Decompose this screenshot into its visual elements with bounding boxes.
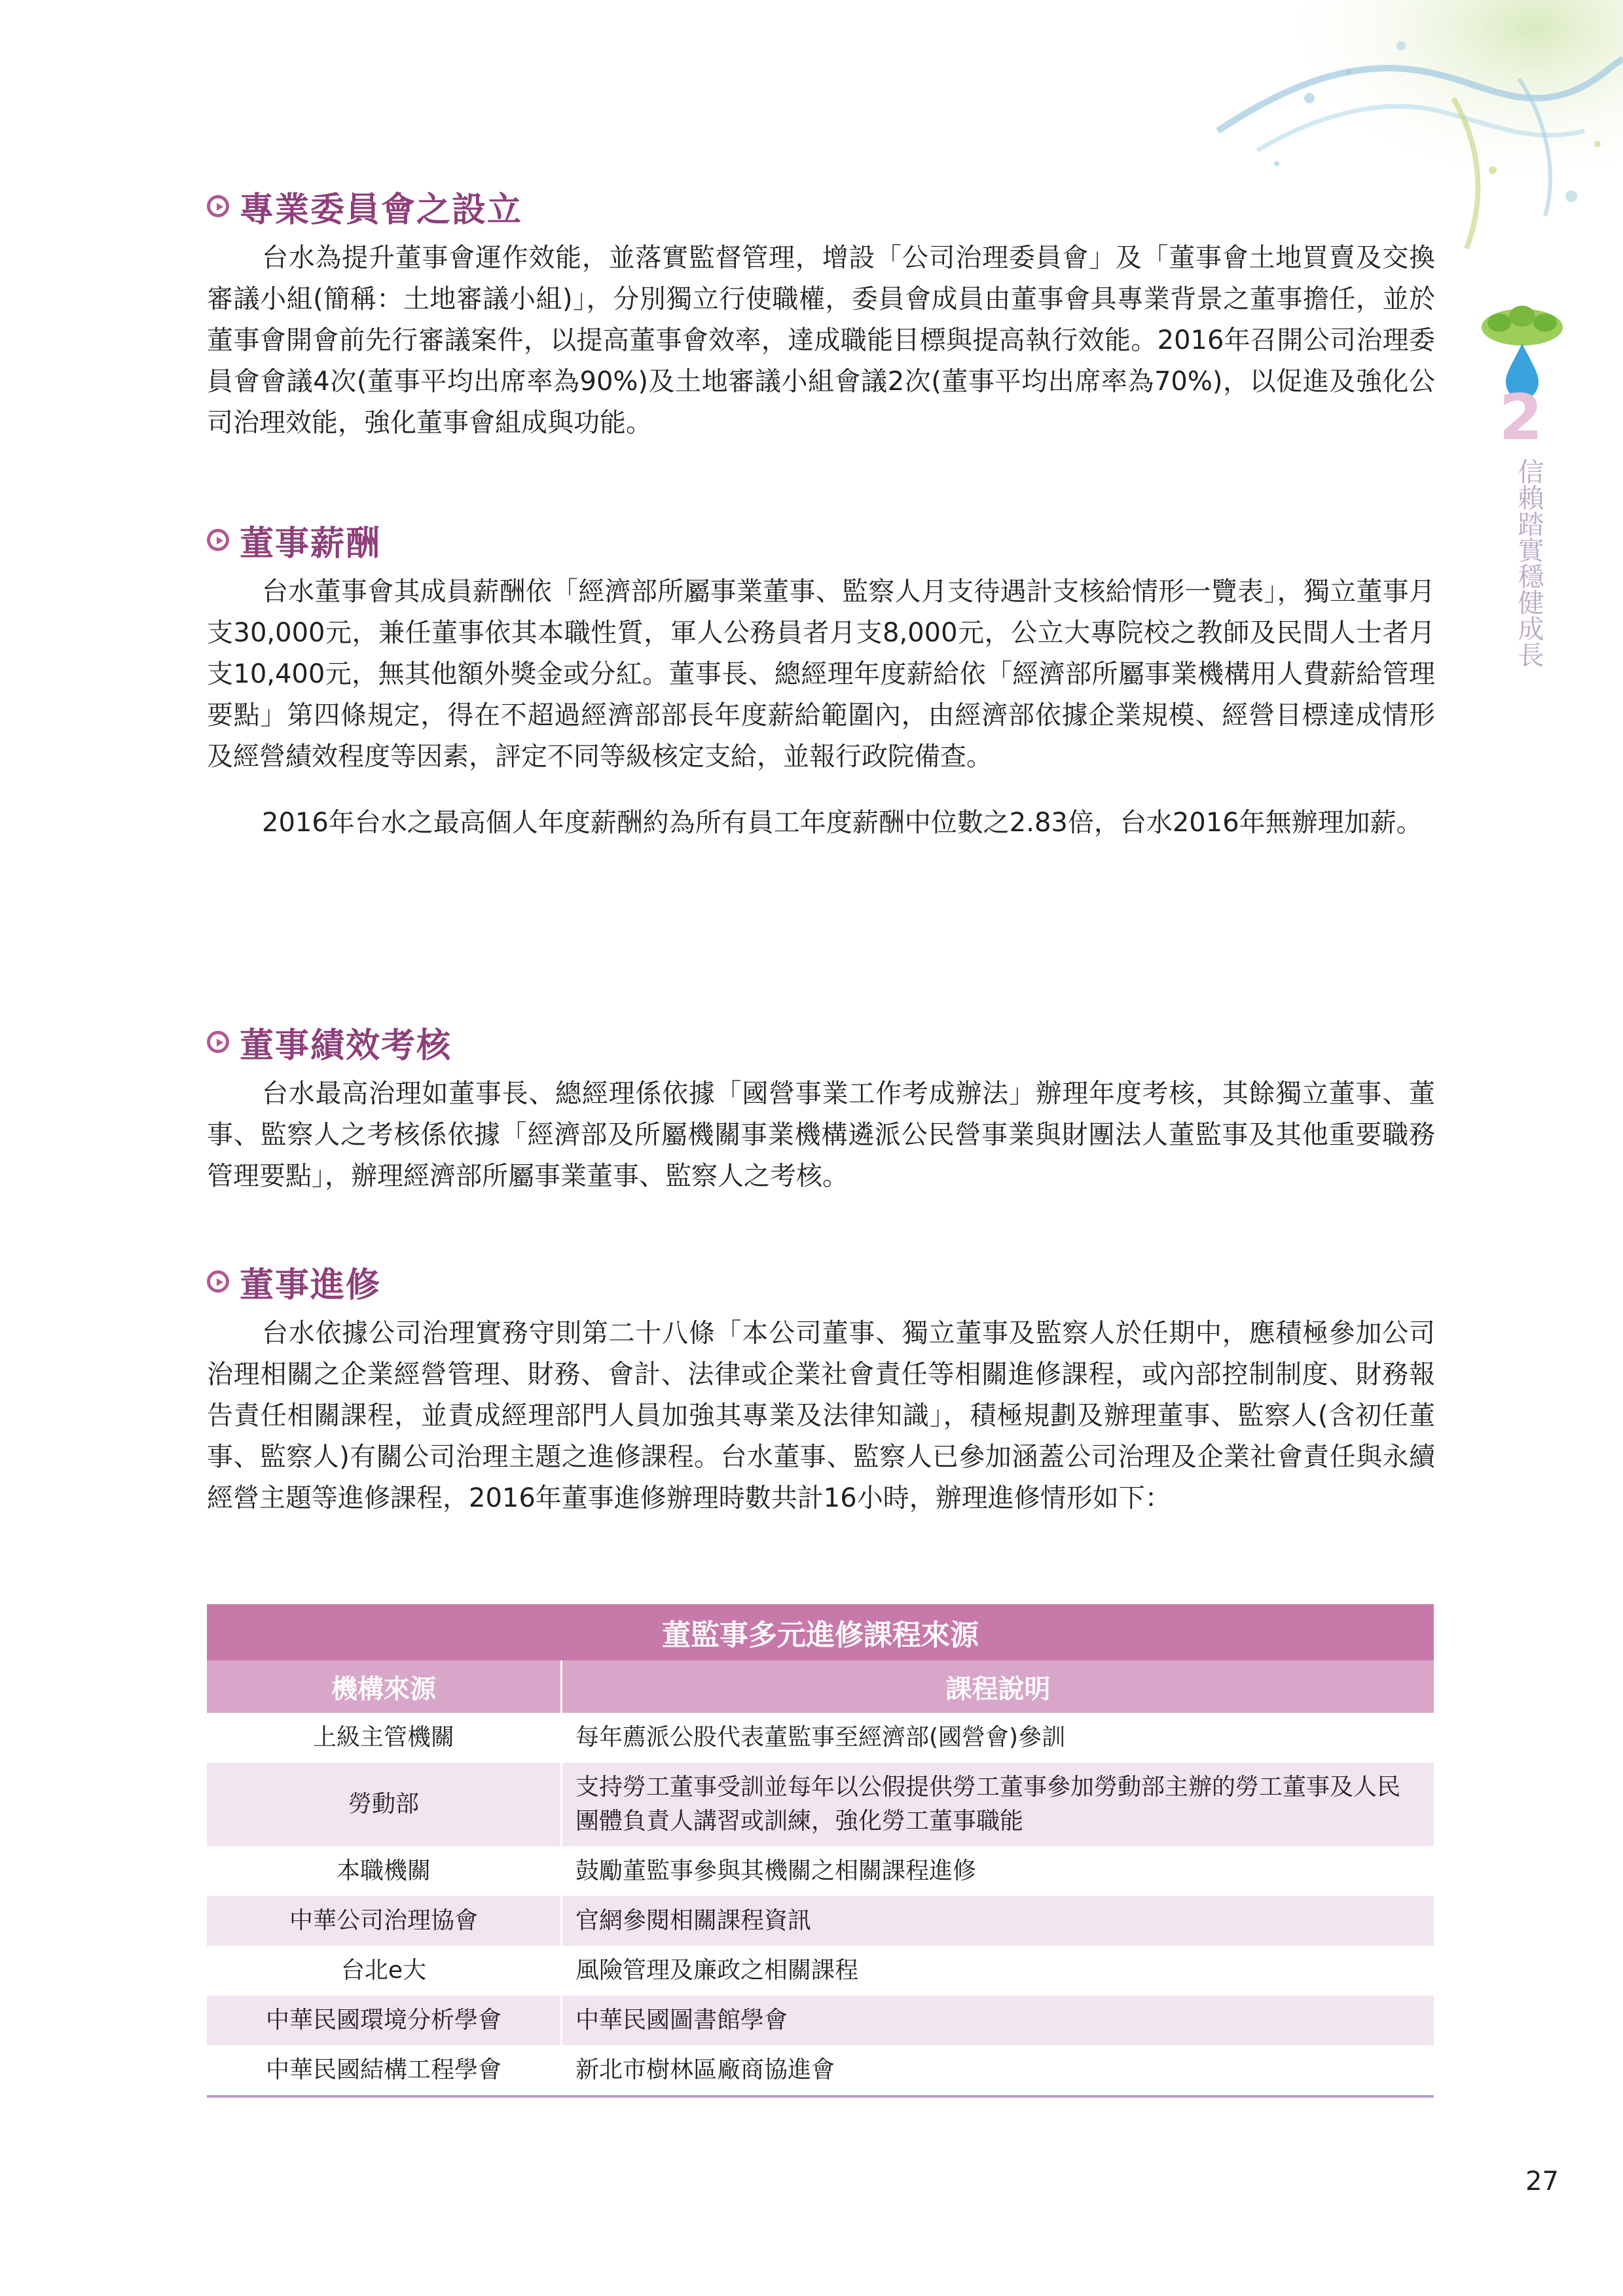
- table-title: 董監事多元進修課程來源: [207, 1604, 1434, 1660]
- table-row: [207, 1713, 1434, 1763]
- table-cell-description: 每年薦派公股代表董監事至經濟部(國營會)參訓: [562, 1713, 1434, 1763]
- section-heading: [207, 180, 1435, 232]
- table-row: [207, 1763, 1434, 1846]
- section-training: [207, 1255, 1435, 1519]
- chapter-number: 2: [1499, 381, 1543, 454]
- section-title: 董事進修: [240, 1265, 382, 1305]
- section-remuneration: [207, 514, 1435, 844]
- section-title: 董事績效考核: [240, 1026, 452, 1066]
- chapter-title: 信賴踏實穩健成長: [1514, 458, 1544, 668]
- section-bullet-icon: [207, 1031, 229, 1053]
- paragraph: 台水依據公司治理實務守則第二十八條「本公司董事、獨立董事及監察人於任期中，應積極參加公司治理相關之企業經營管理、財務、會計、法律或企業社會責任等相關進修課程，或內部控制制度、財務報告責任相關課程，並責成經理部門人員加強其專業及法律知識」，積極規劃及辦理董事、監察人(含初任董事、監察人)有關公司治理主題之進修課程。台水董事、監察人已參加涵蓋公司治理及企業社會責任與永續經營主題等進修課程，2016年董事進修辦理時數共計16小時，辦理進修情形如下：: [207, 1318, 1435, 1513]
- section-committee: [207, 180, 1435, 444]
- column-header-description: 課程說明: [562, 1660, 1434, 1713]
- table-row: [207, 1996, 1434, 2045]
- table-row: [207, 1946, 1434, 1996]
- section-performance: [207, 1016, 1435, 1197]
- column-header-source: 機構來源: [207, 1660, 562, 1713]
- table-cell-source: 台北e大: [207, 1946, 562, 1996]
- table-cell-source: 中華公司治理協會: [207, 1896, 562, 1946]
- table-row: [207, 1846, 1434, 1896]
- table-cell-description: 官網參閱相關課程資訊: [562, 1896, 1434, 1946]
- table-cell-source: 中華民國結構工程學會: [207, 2045, 562, 2096]
- table-cell-description: 支持勞工董事受訓並每年以公假提供勞工董事參加勞動部主辦的勞工董事及人民團體負責人講習或訓練，強化勞工董事職能: [562, 1763, 1434, 1846]
- paragraph: 台水最高治理如董事長、總經理係依據「國營事業工作考成辦法」辦理年度考核，其餘獨立董事、董事、監察人之考核係依據「經濟部及所屬機關事業機構遴派公民營事業與財團法人董監事及其他重要職務管理要點」，辦理經濟部所屬事業董事、監察人之考核。: [207, 1079, 1435, 1191]
- training-sources-table: [207, 1604, 1434, 2098]
- section-heading: [207, 1016, 1435, 1068]
- table-cell-source: 勞動部: [207, 1763, 562, 1846]
- page-number: 27: [1525, 2166, 1559, 2197]
- paragraph: 2016年台水之最高個人年度薪酬約為所有員工年度薪酬中位數之2.83倍，台水2016年無辦理加薪。: [262, 808, 1423, 838]
- paragraph: 台水董事會其成員薪酬依「經濟部所屬事業董事、監察人月支待遇計支核給情形一覽表」，獨立董事月支30,000元，兼任董事依其本職性質，軍人公務員者月支8,000元，公立大專院校之教師及民間人士者月支10,400元，無其他額外獎金或分紅。董事長、總經理年度薪給依「經濟部所屬事業機構用人費薪給管理要點」第四條規定，得在不超過經濟部部長年度薪給範圍內，由經濟部依據企業規模、經營目標達成情形及經營績效程度等因素，評定不同等級核定支給，並報行政院備查。: [207, 577, 1435, 772]
- paragraph: 台水為提升董事會運作效能，並落實監督管理，增設「公司治理委員會」及「董事會土地買賣及交換審議小組(簡稱：土地審議小組)」，分別獨立行使職權，委員會成員由董事會具專業背景之董事擔任，並於董事會開會前先行審議案件，以提高董事會效率，達成職能目標與提高執行效能。2016年召開公司治理委員會會議4次(董事平均出席率為90%)及土地審議小組會議2次(董事平均出席率為70%)，以促進及強化公司治理效能，強化董事會組成與功能。: [207, 243, 1435, 438]
- section-heading: [207, 1255, 1435, 1308]
- section-title: 董事薪酬: [240, 524, 382, 564]
- table-row: [207, 2045, 1434, 2096]
- table-row: [207, 1896, 1434, 1946]
- table-cell-description: 風險管理及廉政之相關課程: [562, 1946, 1434, 1996]
- table-cell-description: 中華民國圖書館學會: [562, 1996, 1434, 2045]
- table-cell-source: 本職機關: [207, 1846, 562, 1896]
- table-cell-description: 鼓勵董監事參與其機關之相關課程進修: [562, 1846, 1434, 1896]
- table-cell-description: 新北市樹林區廠商協進會: [562, 2045, 1434, 2096]
- section-bullet-icon: [207, 195, 229, 217]
- section-bullet-icon: [207, 529, 229, 551]
- section-title: 專業委員會之設立: [240, 190, 523, 230]
- section-heading: [207, 514, 1435, 566]
- table-cell-source: 上級主管機關: [207, 1713, 562, 1763]
- table-cell-source: 中華民國環境分析學會: [207, 1996, 562, 2045]
- section-bullet-icon: [207, 1270, 229, 1293]
